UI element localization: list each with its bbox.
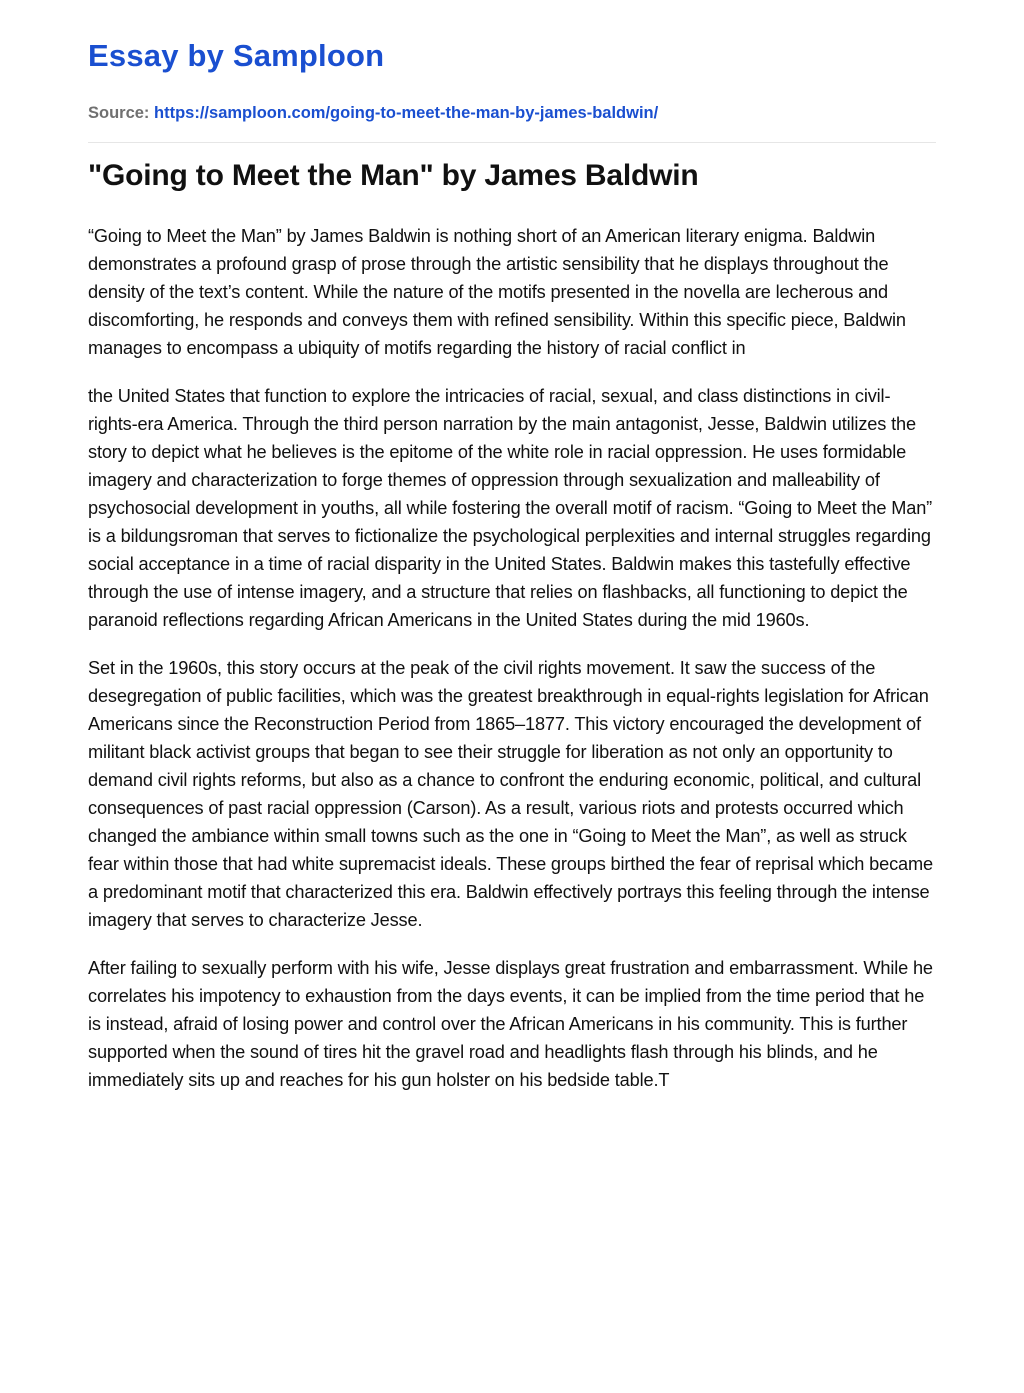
paragraph: the United States that function to explore the intricacies of racial, sexual, and class distinctions in civil-rights-era America. Through the third person narration by the main antagonist, Jesse, Baldwin utilizes the story to depict what he believes is the epitome of the white role in racial oppression. He uses formidable imagery and characterization to forge themes of oppression through sexualization and malleability of psychosocial development in youths, all while fostering the overall motif of racism. “Going to Meet the Man” is a bildungsroman that serves to fictionalize the psychological perplexities and internal struggles regarding social acceptance in a time of racial disparity in the United States. Baldwin makes this tastefully effective through the use of intense imagery, and a structure that relies on flashbacks, all functioning to depict the paranoid reflections regarding African Americans in the United States during the mid 1960s.: [88, 386, 933, 630]
essay-title: "Going to Meet the Man" by James Baldwin: [88, 159, 699, 192]
site-brand-title: Essay by Samploon: [88, 38, 385, 73]
header-divider: [88, 142, 936, 143]
source-label: Source:: [88, 104, 150, 122]
paragraph: After failing to sexually perform with his wife, Jesse displays great frustration and embarrassment. While he correlates his impotency to exhaustion from the days events, it can be implied from the time period that he is instead, afraid of losing power and control over the African Americans in his community. This is further supported when the sound of tires hit the gravel road and headlights flash through his blinds, and he immediately sits up and reaches for his gun holster on his bedside table.T: [88, 958, 933, 1090]
paragraph: “Going to Meet the Man” by James Baldwin is nothing short of an American literary enigma. Baldwin demonstrates a profound grasp of prose through the artistic sensibility that he displays throughout the density of the text’s content. While the nature of the motifs presented in the novella are lecherous and discomforting, he responds and conveys them with refined sensibility. Within this specific piece, Baldwin manages to encompass a ubiquity of motifs regarding the history of racial conflict in: [88, 226, 906, 358]
essay-body: [88, 222, 938, 1114]
paragraph: Set in the 1960s, this story occurs at the peak of the civil rights movement. It saw the success of the desegregation of public facilities, which was the greatest breakthrough in equal-rights legislation for African Americans since the Reconstruction Period from 1865–1877. This victory encouraged the development of militant black activist groups that began to see their struggle for liberation as not only an opportunity to demand civil rights reforms, but also as a chance to confront the enduring economic, political, and cultural consequences of past racial oppression (Carson). As a result, various riots and protests occurred which changed the ambiance within small towns such as the one in “Going to Meet the Man”, as well as struck fear within those that had white supremacist ideals. These groups birthed the fear of reprisal which became a predominant motif that characterized this era. Baldwin effectively portrays this feeling through the intense imagery that serves to characterize Jesse.: [88, 658, 933, 930]
source-link[interactable]: https://samploon.com/going-to-meet-the-man-by-james-baldwin/: [154, 104, 659, 122]
source-line: [88, 102, 658, 124]
